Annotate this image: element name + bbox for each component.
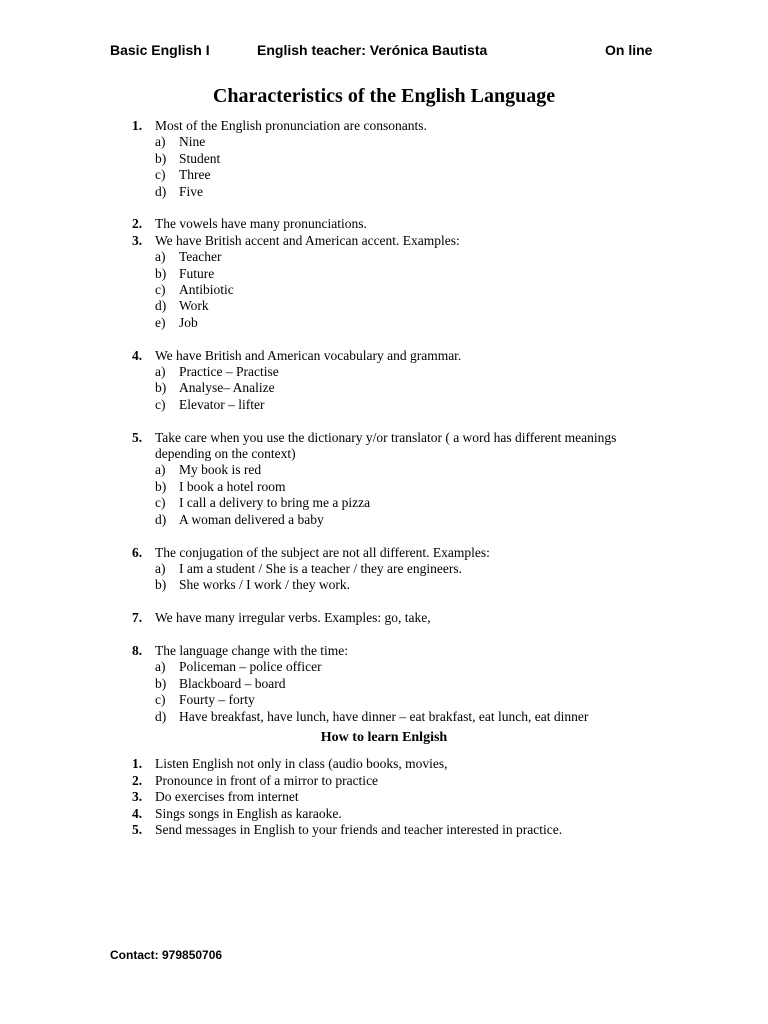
list-item: [0, 348, 768, 364]
sub-item: [0, 495, 768, 511]
sub-item-letter: b): [155, 675, 167, 691]
sub-item-text: I call a delivery to bring me a pizza: [179, 495, 371, 511]
teacher-name: English teacher: Verónica Bautista: [257, 42, 488, 58]
sub-item-text: Practice – Practise: [179, 364, 279, 380]
list-item: [0, 233, 768, 249]
sub-item-text: Antibiotic: [179, 282, 234, 298]
course-mode: On line: [605, 42, 653, 58]
sub-item-letter: a): [155, 659, 166, 675]
item-text: We have British and American vocabulary and grammar.: [155, 347, 462, 363]
sub-item-letter: a): [155, 560, 166, 576]
sub-item-text: My book is red: [179, 462, 262, 478]
list-item: [0, 773, 768, 789]
sub-item: [0, 134, 768, 150]
item-text: We have British accent and American accent. Examples:: [155, 232, 460, 248]
list-item: [0, 118, 768, 134]
sub-item: [0, 151, 768, 167]
spacer: [0, 594, 768, 610]
sub-item: [0, 709, 768, 725]
sub-item-letter: c): [155, 167, 166, 183]
sub-item: [0, 462, 768, 478]
sub-item-text: Have breakfast, have lunch, have dinner – eat brakfast, eat lunch, eat dinner: [179, 708, 589, 724]
sub-item-letter: e): [155, 314, 166, 330]
sub-item-letter: d): [155, 708, 167, 724]
sub-item-text: Teacher: [179, 249, 222, 265]
sub-item-text: I am a student / She is a teacher / they are engineers.: [179, 560, 463, 576]
list-item: [0, 643, 768, 659]
sub-item: [0, 315, 768, 331]
sub-item-letter: b): [155, 150, 167, 166]
item-number: 2.: [132, 772, 143, 788]
item-number: 7.: [132, 610, 143, 626]
item-number: 5.: [132, 821, 143, 837]
sub-item-letter: a): [155, 364, 166, 380]
sub-item: [0, 167, 768, 183]
sub-item-letter: a): [155, 462, 166, 478]
list-item: [0, 806, 768, 822]
sub-item-letter: d): [155, 298, 167, 314]
item-text: Listen English not only in class (audio books, movies,: [155, 756, 448, 772]
page-header: [0, 42, 768, 64]
sub-item-letter: c): [155, 692, 166, 708]
item-text: Most of the English pronunciation are consonants.: [155, 118, 427, 133]
sub-item: [0, 184, 768, 200]
sub-item-letter: b): [155, 478, 167, 494]
sub-item-text: A woman delivered a baby: [179, 511, 324, 527]
sub-item-text: Blackboard – board: [179, 675, 286, 691]
item-text: Pronounce in front of a mirror to practice: [155, 772, 379, 788]
sub-item-letter: c): [155, 396, 166, 412]
list-item: [0, 789, 768, 805]
sub-item-letter: c): [155, 282, 166, 298]
sub-item: [0, 397, 768, 413]
item-text: Do exercises from internet: [155, 789, 299, 805]
sub-item: [0, 659, 768, 675]
sub-item-letter: b): [155, 265, 167, 281]
sub-item-text: Three: [179, 167, 211, 183]
sub-item-text: Fourty – forty: [179, 692, 255, 708]
item-number: 6.: [132, 544, 143, 560]
sub-item: [0, 282, 768, 298]
sub-item: [0, 380, 768, 396]
item-text: The language change with the time:: [155, 642, 349, 658]
sub-item: [0, 692, 768, 708]
sub-item-text: Job: [179, 314, 198, 330]
list-item: [0, 756, 768, 772]
sub-item-letter: d): [155, 511, 167, 527]
sub-item: [0, 298, 768, 314]
sub-item: [0, 249, 768, 265]
contact-footer: Contact: 979850706: [110, 948, 223, 962]
item-number: 1.: [132, 118, 143, 133]
spacer: [0, 627, 768, 643]
sub-item-letter: b): [155, 577, 167, 593]
item-number: 8.: [132, 642, 143, 658]
item-number: 4.: [132, 347, 143, 363]
sub-item: [0, 512, 768, 528]
spacer: [0, 200, 768, 216]
sub-item-text: Work: [179, 298, 209, 314]
sub-item-text: I book a hotel room: [179, 478, 286, 494]
sub-item-text: Five: [179, 183, 204, 199]
course-name: Basic English I: [110, 42, 210, 58]
sub-item-text: Policeman – police officer: [179, 659, 322, 675]
sub-item-text: Elevator – lifter: [179, 396, 265, 412]
section-heading: How to learn Enlgish: [320, 729, 448, 745]
sub-item-letter: c): [155, 495, 166, 511]
page-title: Characteristics of the English Language: [212, 85, 556, 107]
item-text: The vowels have many pronunciations.: [155, 216, 367, 232]
sub-item: [0, 577, 768, 593]
sub-item-letter: d): [155, 183, 167, 199]
document-body: [0, 118, 768, 838]
sub-item-text: She works / I work / they work.: [179, 577, 350, 593]
list-item: [0, 216, 768, 232]
spacer: [0, 528, 768, 544]
sub-item: [0, 561, 768, 577]
item-number: 1.: [132, 756, 143, 772]
item-number: 4.: [132, 805, 143, 821]
spacer: [0, 413, 768, 429]
sub-item-letter: b): [155, 380, 167, 396]
sub-item-letter: a): [155, 134, 166, 150]
sub-item-text: Nine: [179, 134, 206, 150]
sub-item: [0, 364, 768, 380]
sub-item-text: Future: [179, 265, 215, 281]
sub-item-text: Analyse– Analize: [179, 380, 275, 396]
spacer: [0, 331, 768, 347]
sub-item: [0, 676, 768, 692]
item-number: 3.: [132, 789, 143, 805]
item-number: 3.: [132, 232, 143, 248]
sub-item-letter: a): [155, 249, 166, 265]
sub-item-text: Student: [179, 150, 221, 166]
list-item: [0, 822, 768, 838]
sub-item: [0, 266, 768, 282]
item-text: The conjugation of the subject are not all different. Examples:: [155, 544, 490, 560]
list-item: [0, 430, 768, 463]
item-number: 5.: [132, 429, 143, 445]
list-item: [0, 610, 768, 626]
item-number: 2.: [132, 216, 143, 232]
item-text: Take care when you use the dictionary y/or translator ( a word has different meanings depending on the context): [155, 429, 617, 462]
list-item: [0, 545, 768, 561]
item-text: We have many irregular verbs. Examples: go, take,: [155, 610, 431, 626]
item-text: Send messages in English to your friends and teacher interested in practice.: [155, 821, 563, 837]
sub-item: [0, 479, 768, 495]
item-text: Sings songs in English as karaoke.: [155, 805, 342, 821]
